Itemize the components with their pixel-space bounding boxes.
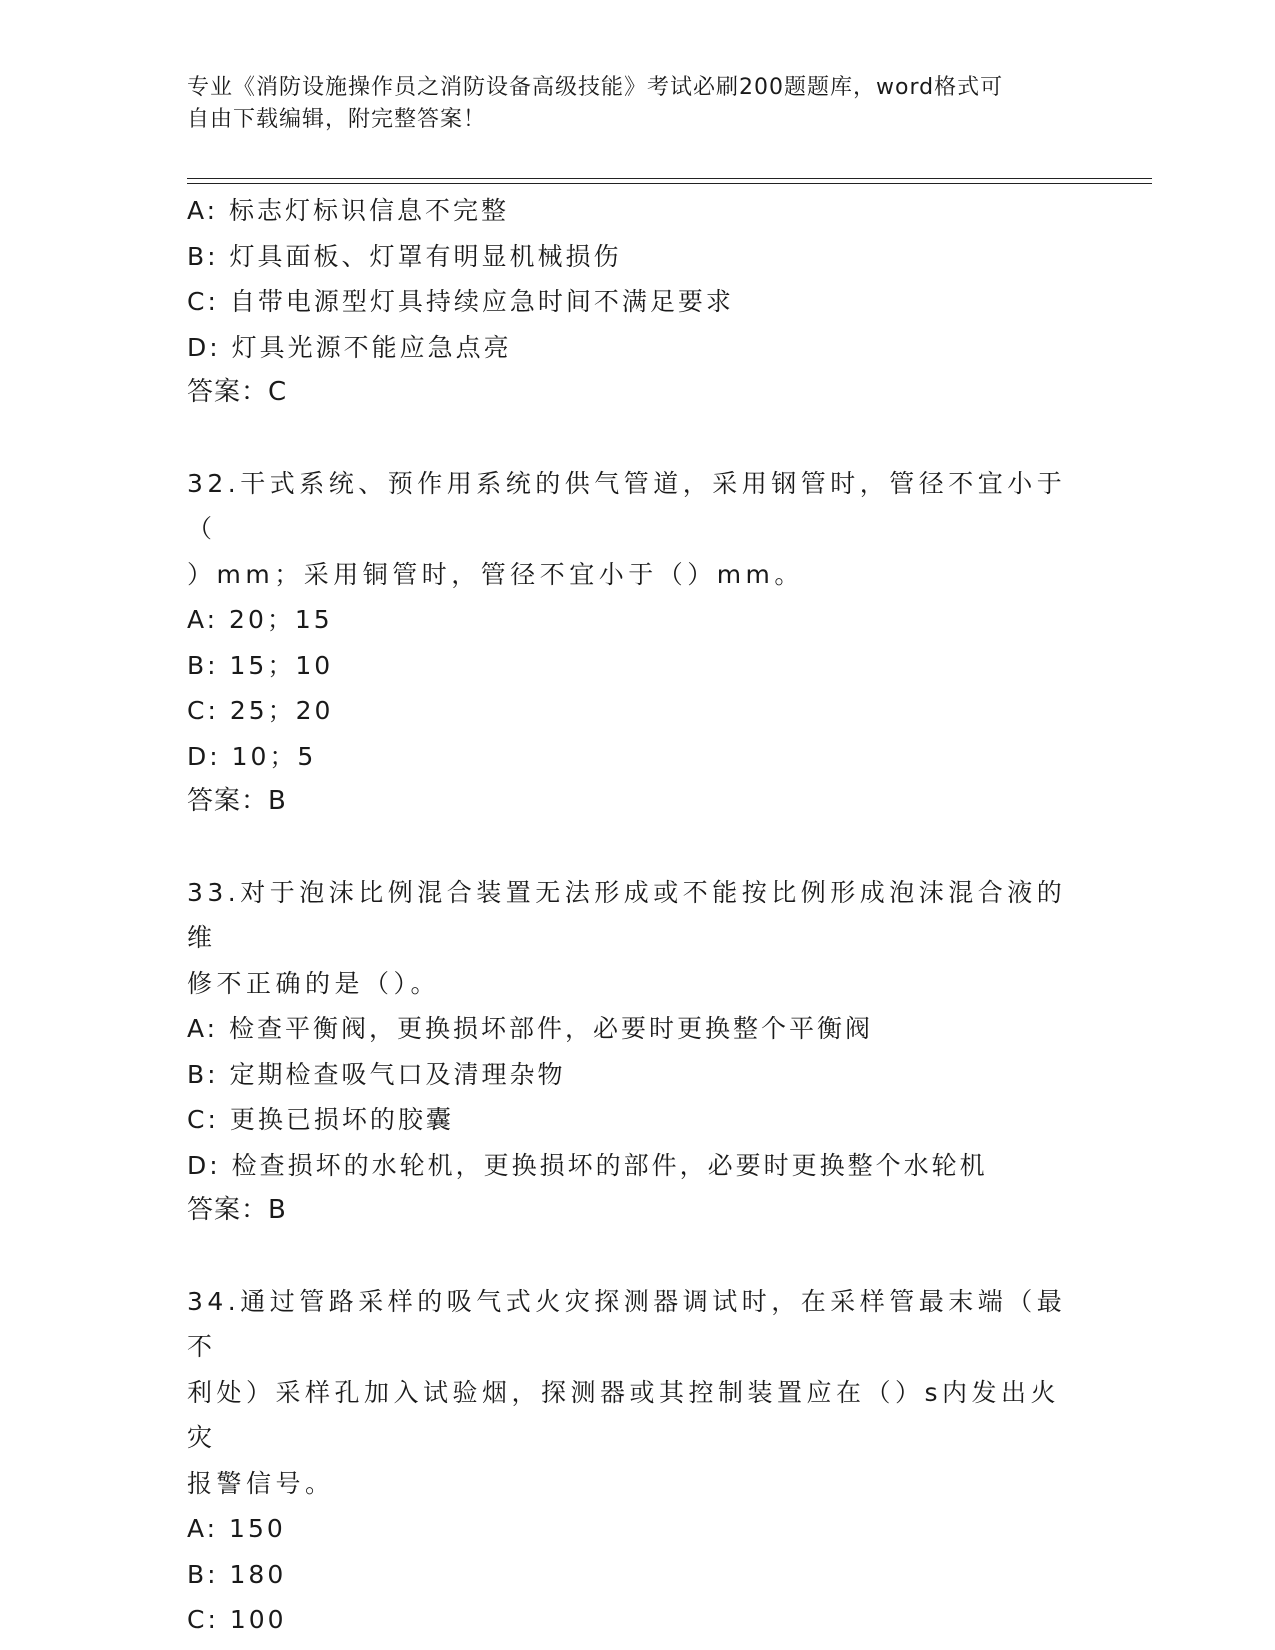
question-text-line: 利处）采样孔加入试验烟，探测器或其控制装置应在（）s内发出火灾 bbox=[187, 1377, 1061, 1452]
option-a: A: 标志灯标识信息不完整 bbox=[187, 196, 510, 225]
question-31 bbox=[187, 188, 1087, 416]
header-title-line2: 自由下载编辑，附完整答案！ bbox=[187, 107, 487, 132]
option-b: B: 定期检查吸气口及清理杂物 bbox=[187, 1059, 566, 1089]
question-text bbox=[187, 1279, 1067, 1507]
spacer bbox=[187, 825, 1087, 870]
option-c: C: 25；20 bbox=[187, 696, 334, 725]
question-text bbox=[187, 870, 1067, 1007]
option-b: B: 灯具面板、灯罩有明显机械损伤 bbox=[187, 241, 622, 271]
question-text-line: 报警信号。 bbox=[187, 1468, 335, 1498]
option-a: A: 检查平衡阀，更换损坏部件，必要时更换整个平衡阀 bbox=[187, 1014, 874, 1043]
option-c: C: 更换已损坏的胶囊 bbox=[187, 1105, 454, 1134]
question-text-line: 34.通过管路采样的吸气式火灾探测器调试时，在采样管最末端（最不 bbox=[187, 1286, 1067, 1361]
question-34 bbox=[187, 1279, 1087, 1643]
question-text-line: ）mm；采用铜管时，管径不宜小于（）mm。 bbox=[187, 559, 804, 589]
document-header bbox=[187, 72, 1087, 136]
option-a: A: 150 bbox=[187, 1514, 286, 1543]
question-text-line: 修不正确的是（）。 bbox=[187, 968, 441, 998]
question-list bbox=[187, 188, 1087, 1643]
spacer bbox=[187, 416, 1087, 461]
option-b: B: 15；10 bbox=[187, 650, 334, 680]
answer-label: 答案：B bbox=[187, 786, 287, 816]
option-c: C: 自带电源型灯具持续应急时间不满足要求 bbox=[187, 287, 734, 316]
spacer bbox=[187, 1234, 1087, 1279]
option-c: C: 100 bbox=[187, 1605, 287, 1634]
header-divider-bottom bbox=[187, 183, 1152, 184]
option-a: A: 20；15 bbox=[187, 605, 333, 634]
answer-label: 答案：C bbox=[187, 377, 288, 407]
header-divider-top bbox=[187, 178, 1152, 179]
option-d: D: 灯具光源不能应急点亮 bbox=[187, 332, 512, 362]
option-d: D: 10；5 bbox=[187, 741, 317, 771]
header-title-line1: 专业《消防设施操作员之消防设备高级技能》考试必刷200题题库，word格式可 bbox=[187, 75, 1004, 100]
option-d: D: 检查损坏的水轮机，更换损坏的部件，必要时更换整个水轮机 bbox=[187, 1150, 988, 1180]
question-33 bbox=[187, 870, 1087, 1234]
question-text-line: 33.对于泡沫比例混合装置无法形成或不能按比例形成泡沫混合液的维 bbox=[187, 877, 1067, 952]
question-text bbox=[187, 461, 1067, 598]
question-text-line: 32.干式系统、预作用系统的供气管道，采用钢管时，管径不宜小于（ bbox=[187, 468, 1067, 543]
answer-label: 答案：B bbox=[187, 1195, 287, 1225]
question-32 bbox=[187, 461, 1087, 825]
option-b: B: 180 bbox=[187, 1559, 287, 1589]
